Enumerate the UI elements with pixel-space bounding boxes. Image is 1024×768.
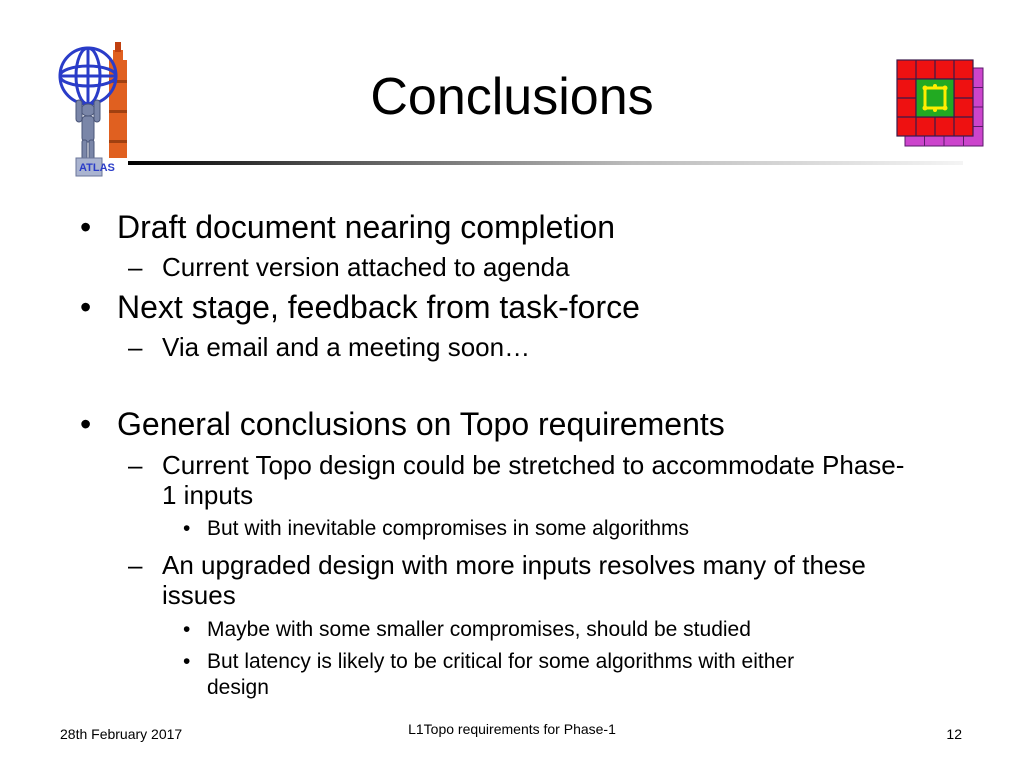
bullet-text-level-2: Current Topo design could be stretched to accommodate Phase-: [162, 450, 905, 480]
footer-page-number: 12: [946, 726, 962, 742]
bullet-text-level-2: Current version attached to agenda: [162, 252, 570, 282]
bullet-text-level-1: Draft document nearing completion: [117, 209, 616, 245]
slide-title: Conclusions: [370, 68, 654, 126]
bullet-marker: •: [183, 517, 191, 540]
bullet-marker: •: [80, 406, 92, 442]
dash-marker: –: [128, 332, 143, 362]
bullet-text-level-3: Maybe with some smaller compromises, should be studied: [207, 618, 751, 641]
bullet-text-level-2: Via email and a meeting soon…: [162, 332, 531, 362]
bullet-text-level-3: But with inevitable compromises in some algorithms: [207, 517, 690, 540]
bullet-text-level-2: issues: [162, 580, 236, 610]
footer-date: 28th February 2017: [60, 726, 183, 742]
bullet-text-level-1: Next stage, feedback from task-force: [117, 289, 640, 325]
svg-text:ATLAS: ATLAS: [79, 162, 115, 174]
bullet-marker: •: [80, 289, 92, 325]
dash-marker: –: [128, 450, 143, 480]
bullet-text-level-3: But latency is likely to be critical for some algorithms with either: [207, 650, 795, 673]
bullet-marker: •: [183, 650, 191, 673]
bullet-text-level-1: General conclusions on Topo requirements: [117, 406, 725, 442]
bullet-marker: •: [80, 209, 92, 245]
bullet-text-level-2: An upgraded design with more inputs resolves many of these: [162, 550, 866, 580]
bullet-text-level-3: design: [207, 676, 269, 699]
dash-marker: –: [128, 252, 143, 282]
bullet-text-level-2: 1 inputs: [162, 480, 254, 510]
bullet-marker: •: [183, 618, 191, 641]
footer-title: L1Topo requirements for Phase-1: [408, 721, 616, 737]
dash-marker: –: [128, 550, 143, 580]
